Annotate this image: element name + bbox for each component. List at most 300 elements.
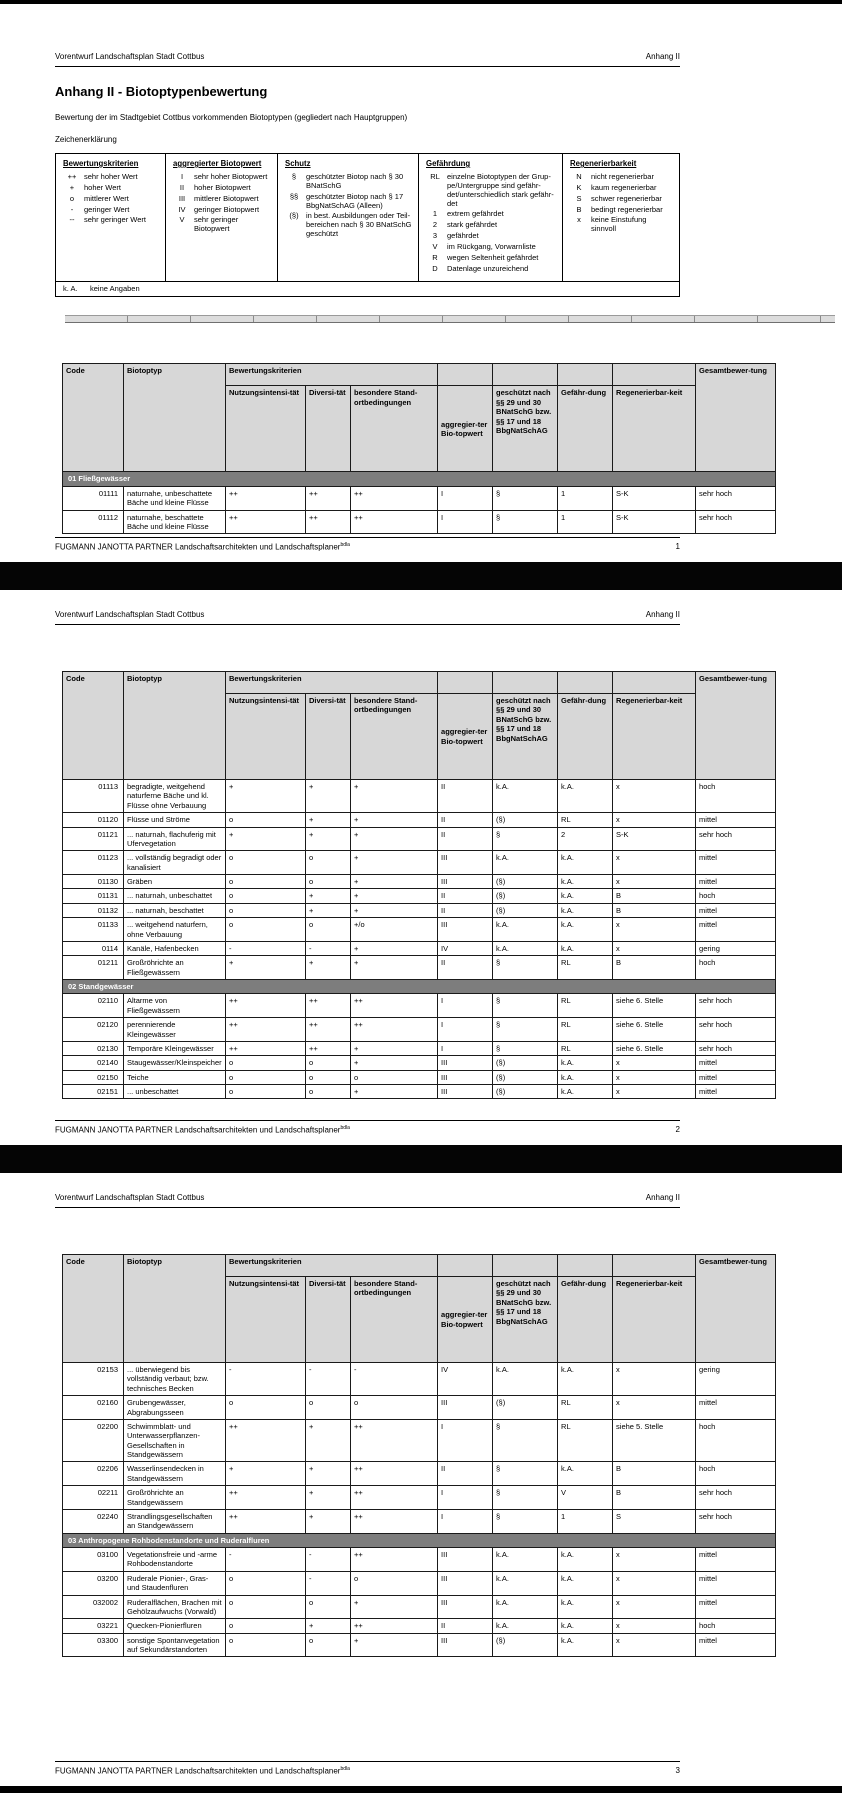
cell-nutzungsintensitaet: ++ [226, 510, 306, 534]
cell-schutz: § [493, 1509, 558, 1533]
footer-company-sup: bdla [340, 1766, 350, 1773]
cell-gefaehrdung: k.A. [558, 851, 613, 875]
cell-gesamtbewertung: hoch [696, 1462, 776, 1486]
cell-code: 02206 [63, 1462, 124, 1486]
cell-nutzungsintensitaet: o [226, 875, 306, 889]
legend-item [173, 195, 272, 204]
cell-standortbedingungen: + [351, 889, 438, 903]
legend-item [426, 210, 557, 219]
cell-schutz: (§) [493, 1633, 558, 1657]
footer-company-sup: bdla [340, 542, 350, 549]
cell-biotopwert: I [438, 1041, 493, 1055]
legend-text: sehr geringer Wert [84, 215, 146, 225]
cell-code: 02110 [63, 994, 124, 1018]
document-page-3 [0, 1173, 842, 1786]
biotope-row [63, 1595, 776, 1619]
cell-biotoptyp: ... naturnah, beschattet [124, 903, 226, 917]
legend-symbol: II [179, 182, 185, 192]
cell-nutzungsintensitaet: o [226, 1070, 306, 1084]
cell-standortbedingungen: ++ [351, 994, 438, 1018]
cell-gesamtbewertung: sehr hoch [696, 486, 776, 510]
cell-biotopwert: IV [438, 1363, 493, 1396]
cell-gesamtbewertung: sehr hoch [696, 994, 776, 1018]
legend-symbol: § [291, 172, 297, 181]
col-header-spacer [613, 1255, 696, 1277]
cell-standortbedingungen: + [351, 903, 438, 917]
cell-biotoptyp: Kanäle, Hafenbecken [124, 941, 226, 955]
biotope-row [63, 1041, 776, 1055]
cell-diversitaet: ++ [306, 994, 351, 1018]
legend-symbol: I [180, 172, 184, 181]
cell-standortbedingungen: ++ [351, 1462, 438, 1486]
legend-column-bewertungskriterien [56, 154, 165, 281]
col-header-gefaehrdung: Gefähr-dung [558, 694, 613, 780]
legend-symbol: - [70, 204, 74, 214]
cell-nutzungsintensitaet: o [226, 1056, 306, 1070]
cell-diversitaet: + [306, 903, 351, 917]
legend-text: geringer Wert [84, 204, 130, 214]
cell-biotopwert: III [438, 851, 493, 875]
legend-symbol: (§) [289, 211, 299, 221]
cell-regenerierbarkeit: S [613, 1509, 696, 1533]
cell-gesamtbewertung: sehr hoch [696, 1041, 776, 1055]
cell-regenerierbarkeit: x [613, 1595, 696, 1619]
cell-nutzungsintensitaet: o [226, 918, 306, 942]
col-header-nutzungsintensitaet: Nutzungsintensi-tät [226, 694, 306, 780]
legend-symbol: V [432, 241, 438, 251]
cell-biotopwert: I [438, 994, 493, 1018]
cell-code: 01131 [63, 889, 124, 903]
legend-symbol: -- [69, 215, 75, 225]
cell-regenerierbarkeit: x [613, 1070, 696, 1084]
cell-code: 02150 [63, 1070, 124, 1084]
cell-gesamtbewertung: hoch [696, 956, 776, 980]
cell-code: 032002 [63, 1595, 124, 1619]
biotope-row [63, 1070, 776, 1084]
cell-nutzungsintensitaet: o [226, 1633, 306, 1657]
cell-diversitaet: + [306, 1462, 351, 1486]
cell-schutz: k.A. [493, 1363, 558, 1396]
legend-column-gefaehrdung [418, 154, 562, 281]
cell-gefaehrdung: RL [558, 1419, 613, 1462]
cell-schutz: k.A. [493, 851, 558, 875]
biotope-row [63, 918, 776, 942]
cell-schutz: § [493, 1419, 558, 1462]
legend-text: hoher Wert [84, 182, 121, 192]
cell-diversitaet: o [306, 1595, 351, 1619]
cell-biotopwert: I [438, 1018, 493, 1042]
cell-schutz: k.A. [493, 918, 558, 942]
cell-biotoptyp: ... naturnah, flachuferig mit Ufervegetation [124, 827, 226, 851]
col-header-gefaehrdung: Gefähr-dung [558, 386, 613, 472]
cell-gefaehrdung: k.A. [558, 1070, 613, 1084]
cell-regenerierbarkeit: x [613, 1633, 696, 1657]
legend-item [570, 216, 672, 234]
header-annex-label: Anhang II [645, 52, 680, 61]
cell-diversitaet: - [306, 1548, 351, 1572]
cell-standortbedingungen: + [351, 780, 438, 813]
biotope-row [63, 1619, 776, 1633]
col-header-diversitaet: Diversi-tät [306, 694, 351, 780]
intro-text: Bewertung der im Stadtgebiet Cottbus vorkommenden Biotoptypen (gegliedert nach Hauptgruppen) [55, 113, 408, 122]
cell-code: 01111 [63, 486, 124, 510]
cell-code: 02140 [63, 1056, 124, 1070]
cell-code: 01123 [63, 851, 124, 875]
cell-diversitaet: - [306, 941, 351, 955]
cell-schutz: § [493, 1018, 558, 1042]
cell-regenerierbarkeit: S-K [613, 827, 696, 851]
legend-item-list [63, 173, 160, 225]
legend-symbol: V [179, 215, 185, 225]
legend-text: einzelne Biotoptypen der Grup-pe/Untergruppe sind gefähr-det/unterschiedlich stark gefähr-det [447, 172, 554, 208]
cell-nutzungsintensitaet: ++ [226, 994, 306, 1018]
legend-item [63, 206, 160, 215]
cell-schutz: k.A. [493, 941, 558, 955]
legend-item [570, 206, 672, 215]
cell-diversitaet: + [306, 1486, 351, 1510]
footer-company-text: FUGMANN JANOTTA PARTNER Landschaftsarchitekten und Landschaftsplaner [55, 1767, 341, 1776]
cell-gesamtbewertung: gering [696, 1363, 776, 1396]
legend-symbol: 1 [432, 209, 438, 219]
cell-gesamtbewertung: mittel [696, 1070, 776, 1084]
biotope-row [63, 956, 776, 980]
legend-text: geringer Biotopwert [194, 204, 260, 214]
cell-gefaehrdung: RL [558, 813, 613, 827]
cell-nutzungsintensitaet: o [226, 1619, 306, 1633]
legend-symbol: ++ [67, 172, 77, 181]
col-header-spacer [613, 364, 696, 386]
cell-gefaehrdung: k.A. [558, 903, 613, 917]
legend-item [285, 193, 413, 211]
legend-column-biotopwert [165, 154, 277, 281]
cell-biotoptyp: Wasserlinsendecken in Standgewässern [124, 1462, 226, 1486]
legend-symbol: R [432, 252, 438, 262]
legend-symbol: IV [178, 204, 186, 214]
cell-nutzungsintensitaet: ++ [226, 1419, 306, 1462]
cell-biotopwert: II [438, 1462, 493, 1486]
cell-code: 02240 [63, 1509, 124, 1533]
cell-standortbedingungen: o [351, 1571, 438, 1595]
cell-standortbedingungen: + [351, 956, 438, 980]
cell-code: 02120 [63, 1018, 124, 1042]
header-annex-label: Anhang II [645, 1193, 680, 1202]
cell-gefaehrdung: k.A. [558, 918, 613, 942]
cell-regenerierbarkeit: siehe 5. Stelle [613, 1419, 696, 1462]
cell-code: 02200 [63, 1419, 124, 1462]
cell-diversitaet: + [306, 1419, 351, 1462]
cell-diversitaet: + [306, 889, 351, 903]
cell-gesamtbewertung: sehr hoch [696, 1509, 776, 1533]
cell-gefaehrdung: k.A. [558, 1085, 613, 1099]
legend-text: sehr hoher Biotopwert [194, 172, 268, 181]
cell-nutzungsintensitaet: ++ [226, 486, 306, 510]
cell-regenerierbarkeit: siehe 6. Stelle [613, 1041, 696, 1055]
legend-item [173, 206, 272, 215]
col-header-spacer [438, 364, 493, 386]
cell-diversitaet: o [306, 1396, 351, 1420]
cell-code: 03200 [63, 1571, 124, 1595]
cell-code: 02130 [63, 1041, 124, 1055]
cell-nutzungsintensitaet: o [226, 1595, 306, 1619]
biotope-row [63, 1085, 776, 1099]
cell-gefaehrdung: RL [558, 1018, 613, 1042]
cell-standortbedingungen: + [351, 813, 438, 827]
cell-code: 02153 [63, 1363, 124, 1396]
cell-schutz: (§) [493, 875, 558, 889]
legend-item [426, 221, 557, 230]
cell-diversitaet: - [306, 1363, 351, 1396]
page-header [55, 610, 680, 625]
group-label: 03 Anthropogene Rohbodenstandorte und Ruderalfluren [63, 1533, 776, 1547]
legend-text: bedingt regenerierbar [591, 204, 663, 214]
legend-symbol: + [69, 182, 75, 192]
cell-standortbedingungen: + [351, 1633, 438, 1657]
cell-gefaehrdung: 1 [558, 510, 613, 534]
cell-biotopwert: II [438, 889, 493, 903]
cell-nutzungsintensitaet: o [226, 889, 306, 903]
cell-diversitaet: o [306, 918, 351, 942]
cell-schutz: k.A. [493, 1619, 558, 1633]
legend-symbol: x [577, 215, 581, 225]
cell-nutzungsintensitaet: + [226, 780, 306, 813]
cell-standortbedingungen: + [351, 941, 438, 955]
col-header-bewertungskriterien: Bewertungskriterien [226, 1255, 438, 1277]
legend-item [173, 184, 272, 193]
cell-biotopwert: III [438, 1548, 493, 1572]
cell-biotoptyp: Großröhrichte an Standgewässern [124, 1486, 226, 1510]
cell-gesamtbewertung: hoch [696, 1419, 776, 1462]
col-header-spacer [613, 672, 696, 694]
page-header [55, 1193, 680, 1208]
col-header-spacer [493, 1255, 558, 1277]
legend-text: keine Einstufung sinnvoll [591, 215, 647, 234]
cell-nutzungsintensitaet: + [226, 827, 306, 851]
cell-biotopwert: III [438, 1595, 493, 1619]
cell-gefaehrdung: k.A. [558, 780, 613, 813]
group-header-row [63, 472, 776, 486]
legend-box [55, 153, 680, 297]
cell-diversitaet: o [306, 1085, 351, 1099]
cell-biotoptyp: Gräben [124, 875, 226, 889]
group-header-row [63, 980, 776, 994]
cell-gesamtbewertung: hoch [696, 889, 776, 903]
cell-biotopwert: III [438, 1571, 493, 1595]
cell-schutz: (§) [493, 903, 558, 917]
cell-standortbedingungen: ++ [351, 510, 438, 534]
cell-standortbedingungen: + [351, 875, 438, 889]
footer-company-text: FUGMANN JANOTTA PARTNER Landschaftsarchitekten und Landschaftsplaner [55, 1126, 341, 1135]
cell-gesamtbewertung: mittel [696, 903, 776, 917]
col-header-gefaehrdung: Gefähr-dung [558, 1277, 613, 1363]
footer-company-text: FUGMANN JANOTTA PARTNER Landschaftsarchitekten und Landschaftsplaner [55, 543, 341, 552]
col-header-gesamtbewertung: Gesamtbewer-tung [696, 364, 776, 472]
col-header-code: Code [63, 672, 124, 780]
cell-nutzungsintensitaet: o [226, 1085, 306, 1099]
cell-biotoptyp: Temporäre Kleingewässer [124, 1041, 226, 1055]
cell-code: 01132 [63, 903, 124, 917]
cell-gefaehrdung: 2 [558, 827, 613, 851]
cell-regenerierbarkeit: x [613, 1571, 696, 1595]
cell-biotoptyp: ... überwiegend bis vollständig verbaut; bzw. technisches Becken [124, 1363, 226, 1396]
page-number: 1 [675, 542, 680, 552]
cell-standortbedingungen: ++ [351, 1509, 438, 1533]
cell-standortbedingungen: o [351, 1070, 438, 1084]
legend-item [173, 173, 272, 182]
cell-diversitaet: - [306, 1571, 351, 1595]
legend-symbol: K [576, 182, 582, 192]
cell-biotopwert: IV [438, 941, 493, 955]
cell-schutz: k.A. [493, 780, 558, 813]
col-header-spacer [493, 672, 558, 694]
cell-gesamtbewertung: mittel [696, 1571, 776, 1595]
cell-biotoptyp: ... naturnah, unbeschattet [124, 889, 226, 903]
cell-standortbedingungen: + [351, 1595, 438, 1619]
cell-regenerierbarkeit: x [613, 851, 696, 875]
biotope-row [63, 1509, 776, 1533]
cell-biotopwert: III [438, 875, 493, 889]
legend-column-title: Gefährdung [426, 159, 471, 168]
legend-columns [56, 154, 679, 281]
cell-gefaehrdung: k.A. [558, 1571, 613, 1595]
cell-code: 01121 [63, 827, 124, 851]
cell-diversitaet: + [306, 956, 351, 980]
footer-company [55, 1766, 350, 1776]
cell-regenerierbarkeit: siehe 6. Stelle [613, 1018, 696, 1042]
cell-nutzungsintensitaet: ++ [226, 1041, 306, 1055]
cell-biotopwert: II [438, 780, 493, 813]
cell-nutzungsintensitaet: + [226, 956, 306, 980]
cell-nutzungsintensitaet: o [226, 851, 306, 875]
cell-biotoptyp: Grubengewässer, Abgrabungsseen [124, 1396, 226, 1420]
biotope-row [63, 1486, 776, 1510]
legend-text: sehr hoher Wert [84, 172, 138, 181]
cell-gefaehrdung: k.A. [558, 875, 613, 889]
col-header-nutzungsintensitaet: Nutzungsintensi-tät [226, 1277, 306, 1363]
cell-biotopwert: III [438, 1070, 493, 1084]
legend-item [63, 184, 160, 193]
cell-nutzungsintensitaet: o [226, 1571, 306, 1595]
legend-note-row [56, 281, 679, 296]
col-header-spacer [558, 672, 613, 694]
legend-item [63, 195, 160, 204]
cell-regenerierbarkeit: x [613, 918, 696, 942]
cell-nutzungsintensitaet: ++ [226, 1509, 306, 1533]
page-footer [55, 1120, 680, 1135]
cell-schutz: § [493, 994, 558, 1018]
legend-item-list [570, 173, 672, 234]
legend-symbol: 3 [432, 231, 438, 241]
cell-regenerierbarkeit: x [613, 1056, 696, 1070]
legend-note-text: keine Angaben [90, 284, 140, 294]
cell-regenerierbarkeit: S-K [613, 510, 696, 534]
cell-gesamtbewertung: mittel [696, 813, 776, 827]
cell-standortbedingungen: ++ [351, 1619, 438, 1633]
legend-text: geschützter Biotop nach § 30 BNatSchG [306, 172, 404, 190]
legend-symbol: 2 [432, 220, 438, 230]
legend-text: im Rückgang, Vorwarnliste [447, 241, 536, 251]
cell-gesamtbewertung: sehr hoch [696, 510, 776, 534]
col-header-bewertungskriterien: Bewertungskriterien [226, 672, 438, 694]
cell-biotoptyp: sonstige Spontanvegetation auf Sekundärstandorten [124, 1633, 226, 1657]
cell-diversitaet: ++ [306, 1041, 351, 1055]
cell-gesamtbewertung: mittel [696, 918, 776, 942]
header-doc-title: Vorentwurf Landschaftsplan Stadt Cottbus [55, 52, 205, 61]
cell-standortbedingungen: ++ [351, 1018, 438, 1042]
legend-item [426, 173, 557, 208]
cell-diversitaet: o [306, 1056, 351, 1070]
biotope-row [63, 851, 776, 875]
cell-biotoptyp: Quecken-Pionierfluren [124, 1619, 226, 1633]
cell-biotoptyp: ... unbeschattet [124, 1085, 226, 1099]
cell-nutzungsintensitaet: o [226, 1396, 306, 1420]
cell-regenerierbarkeit: x [613, 1619, 696, 1633]
col-header-standortbedingungen: besondere Stand-ortbedingungen [351, 694, 438, 780]
col-header-standortbedingungen: besondere Stand-ortbedingungen [351, 1277, 438, 1363]
cell-biotoptyp: Strandlingsgesellschaften an Standgewässern [124, 1509, 226, 1533]
cell-regenerierbarkeit: x [613, 780, 696, 813]
cell-schutz: k.A. [493, 1548, 558, 1572]
cell-gefaehrdung: RL [558, 956, 613, 980]
cell-regenerierbarkeit: B [613, 889, 696, 903]
cell-gesamtbewertung: mittel [696, 1548, 776, 1572]
biotope-row [63, 941, 776, 955]
biotope-row [63, 994, 776, 1018]
biotope-table-page1 [62, 363, 776, 534]
legend-column-title: Schutz [285, 159, 311, 168]
cell-diversitaet: + [306, 1619, 351, 1633]
cell-biotopwert: II [438, 1619, 493, 1633]
cell-nutzungsintensitaet: - [226, 1548, 306, 1572]
cell-biotoptyp: Ruderalflächen, Brachen mit Gehölzaufwuchs (Vorwald) [124, 1595, 226, 1619]
col-header-regenerierbarkeit: Regenerierbar-keit [613, 1277, 696, 1363]
cell-diversitaet: o [306, 851, 351, 875]
footer-company-sup: bdla [340, 1125, 350, 1132]
biotope-row [63, 1056, 776, 1070]
legend-text: schwer regenerierbar [591, 193, 662, 203]
cell-regenerierbarkeit: x [613, 1396, 696, 1420]
biotope-row [63, 1419, 776, 1462]
cell-regenerierbarkeit: S-K [613, 486, 696, 510]
cell-biotopwert: II [438, 813, 493, 827]
cell-gesamtbewertung: mittel [696, 875, 776, 889]
cell-biotoptyp: ... weitgehend naturfern, ohne Verbauung [124, 918, 226, 942]
cell-nutzungsintensitaet: o [226, 813, 306, 827]
clipped-table-edge [65, 315, 835, 323]
cell-standortbedingungen: + [351, 1056, 438, 1070]
legend-item [63, 173, 160, 182]
cell-gesamtbewertung: gering [696, 941, 776, 955]
legend-text: nicht regenerierbar [591, 172, 654, 181]
page-title: Anhang II - Biotoptypenbewertung [55, 84, 268, 99]
col-header-spacer [438, 1255, 493, 1277]
cell-code: 01113 [63, 780, 124, 813]
cell-gefaehrdung: k.A. [558, 1619, 613, 1633]
page-footer [55, 537, 680, 552]
cell-biotoptyp: Ruderale Pionier-, Gras- und Staudenfluren [124, 1571, 226, 1595]
table-head [63, 364, 776, 472]
header-doc-title: Vorentwurf Landschaftsplan Stadt Cottbus [55, 610, 205, 619]
group-header-row [63, 1533, 776, 1547]
cell-biotopwert: III [438, 918, 493, 942]
cell-code: 02160 [63, 1396, 124, 1420]
page-edge-bar-bottom [0, 1786, 842, 1793]
page-header [55, 52, 680, 67]
cell-biotoptyp: Schwimmblatt- und Unterwasserpflanzen-Gesellschaften in Standgewässern [124, 1419, 226, 1462]
cell-schutz: § [493, 1041, 558, 1055]
cell-biotoptyp: Teiche [124, 1070, 226, 1084]
cell-standortbedingungen: ++ [351, 1548, 438, 1572]
cell-biotopwert: II [438, 903, 493, 917]
